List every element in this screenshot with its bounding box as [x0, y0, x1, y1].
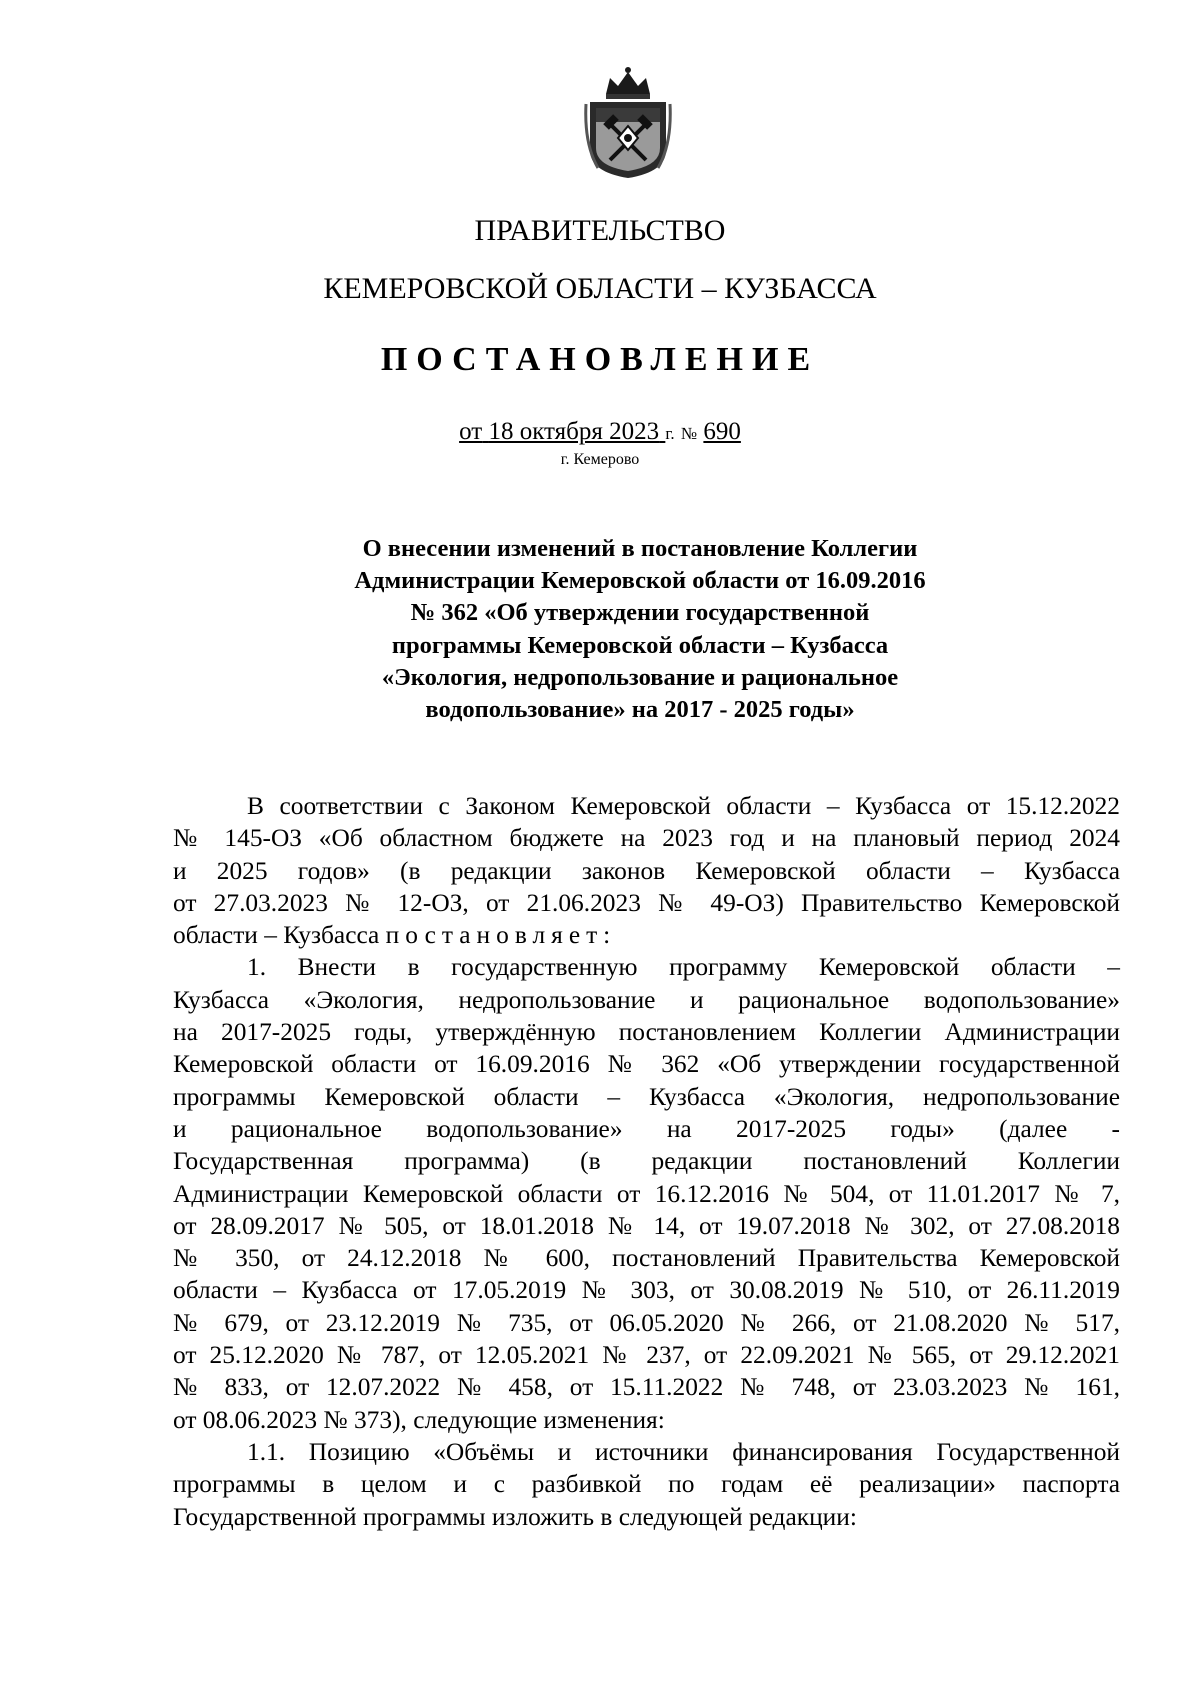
preamble-line: от 27.03.2023 № 12-ОЗ, от 21.06.2023 № 49-ОЗ) Правительство Кемеровской	[173, 888, 1120, 917]
document-number: 690	[703, 418, 741, 445]
preamble-line: и 2025 годов» (в редакции законов Кемеровской области – Кузбасса	[173, 856, 1120, 885]
date-number-line	[0, 418, 1200, 448]
org-name-line2: КЕМЕРОВСКОЙ ОБЛАСТИ – КУЗБАССА	[323, 272, 877, 305]
item11-line: 1.1. Позицию «Объёмы и источники финансирования Государственной	[247, 1437, 1120, 1466]
item1-line: Кузбасса «Экология, недропользование и рациональное водопользование»	[173, 985, 1120, 1014]
title-line: № 362 «Об утверждении государственной	[410, 599, 870, 627]
item1-line: № 679, от 23.12.2019 № 735, от 06.05.2020 № 266, от 21.08.2020 № 517,	[173, 1308, 1120, 1337]
item1-line: Кемеровской области от 16.09.2016 № 362 «Об утверждении государственной	[173, 1050, 1120, 1079]
item1-line: на 2017-2025 годы, утверждённую постановлением Коллегии Администрации	[173, 1018, 1120, 1047]
item1-line: Администрации Кемеровской области от 16.12.2016 № 504, от 11.01.2017 № 7,	[173, 1179, 1120, 1208]
resolves-word: постановляет:	[385, 921, 617, 950]
item11-line: программы в целом и с разбивкой по годам её реализации» паспорта	[173, 1470, 1120, 1499]
preamble-last-prefix: области – Кузбасса	[173, 921, 386, 950]
item1-line: от 08.06.2023 № 373), следующие изменения:	[173, 1405, 665, 1434]
title-line: «Экология, недропользование и рациональное	[381, 663, 899, 691]
org-name-line1: ПРАВИТЕЛЬСТВО	[474, 214, 726, 247]
preamble-line: В соответствии с Законом Кемеровской области – Кузбасса от 15.12.2022	[247, 792, 1120, 820]
document-type: ПОСТАНОВЛЕНИЕ	[380, 341, 820, 378]
item1-line: от 25.12.2020 № 787, от 12.05.2021 № 237, от 22.09.2021 № 565, от 29.12.2021	[173, 1341, 1120, 1370]
document-body	[173, 790, 1120, 1533]
coat-of-arms-emblem	[584, 64, 672, 180]
item1-line: программы Кемеровской области – Кузбасса «Экология, недропользование	[173, 1082, 1120, 1111]
item11-line: Государственной программы изложить в следующей редакции:	[173, 1502, 857, 1531]
document-date: 18 октября 2023	[488, 418, 660, 445]
title-line: Администрации Кемеровской области от 16.09.2016	[354, 567, 926, 595]
city: г. Кемерово	[560, 451, 640, 468]
preamble-line: № 145-ОЗ «Об областном бюджете на 2023 год и на плановый период 2024	[173, 824, 1120, 853]
date-prefix: от	[459, 418, 483, 445]
title-line: О внесении изменений в постановление Коллегии	[362, 535, 918, 562]
item1-line: Государственная программа) (в редакции постановлений Коллегии	[173, 1147, 1120, 1176]
item1-line: № 350, от 24.12.2018 № 600, постановлений Правительства Кемеровской	[173, 1244, 1120, 1273]
number-sign: №	[680, 424, 698, 443]
item1-line: № 833, от 12.07.2022 № 458, от 15.11.2022 № 748, от 23.03.2023 № 161,	[173, 1373, 1120, 1402]
item1-line: области – Кузбасса от 17.05.2019 № 303, от 30.08.2019 № 510, от 26.11.2019	[173, 1276, 1120, 1305]
item1-line: и рациональное водопользование» на 2017-2025 годы» (далее -	[173, 1114, 1120, 1143]
preamble-last-line	[173, 919, 1120, 951]
title-line: водопользование» на 2017 - 2025 годы»	[425, 696, 855, 724]
document-title	[300, 533, 980, 726]
year-suffix: г.	[665, 424, 675, 443]
item1-line: 1. Внести в государственную программу Кемеровской области –	[247, 953, 1120, 982]
item1-line: от 28.09.2017 № 505, от 18.01.2018 № 14, от 19.07.2018 № 302, от 27.08.2018	[173, 1211, 1120, 1240]
title-line: программы Кемеровской области – Кузбасса	[391, 631, 889, 659]
